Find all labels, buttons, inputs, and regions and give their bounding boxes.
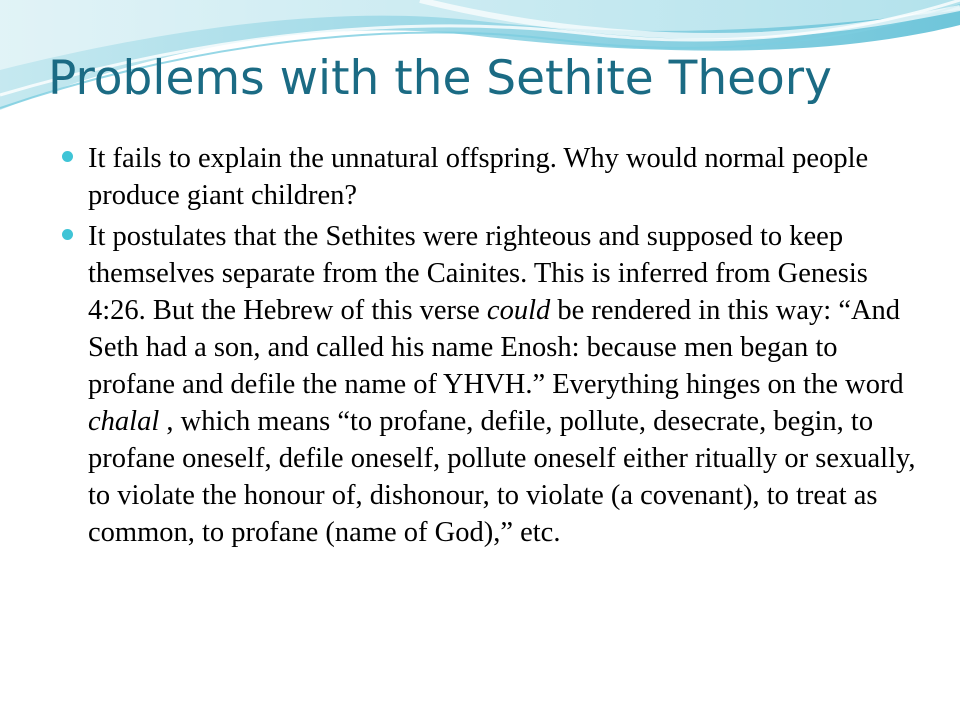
- bullet-item-2: [58, 218, 918, 551]
- bullet-item-1: [58, 140, 918, 214]
- bullet-italic-could: could: [486, 295, 551, 326]
- bullet-text-part-2: be rendered in this way: “And Seth had a son, and called his name Enosh: because men began to profane and defile the name of YHVH.” Everything hinges on the word: [88, 295, 904, 400]
- bullet-text-part-3: , which means “to profane, defile, pollute, desecrate, begin, to profane oneself, defile oneself, pollute oneself either ritually or sexually, to violate the honour of, dishonour, to violate (a covenant), to treat as common, to profane (name of God),” etc.: [88, 406, 916, 548]
- bullet-text: It fails to explain the unnatural offspring. Why would normal people produce giant children?: [88, 143, 869, 211]
- bullet-italic-chalal: chalal: [88, 406, 160, 437]
- bullet-text-part-1: It postulates that the Sethites were righteous and supposed to keep themselves separate from the Cainites. This is inferred from Genesis 4:26. But the Hebrew of this verse: [88, 221, 868, 326]
- bullet-dot-icon: [62, 229, 73, 240]
- bullet-dot-icon: [62, 151, 73, 162]
- slide-title: Problems with the Sethite Theory: [48, 51, 832, 106]
- bullet-list: [58, 140, 918, 555]
